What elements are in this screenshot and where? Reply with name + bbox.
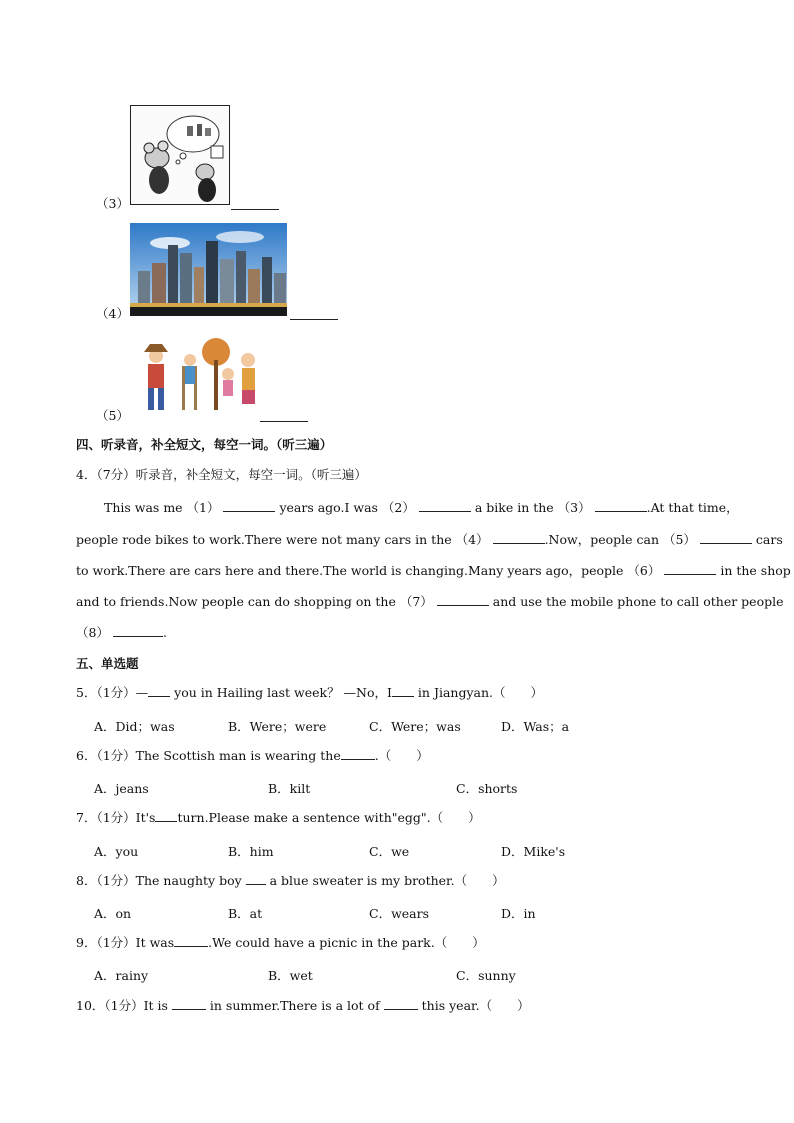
answer-blank[interactable] bbox=[392, 685, 414, 697]
question-6-stem: 6．（1分）The Scottish man is wearing the .（ ） bbox=[76, 748, 429, 763]
picture-number: （5） bbox=[96, 408, 129, 423]
option-b[interactable]: B．him bbox=[228, 844, 274, 859]
question-8-stem: 8．（1分）The naughty boy a blue sweater is my brother.（ ） bbox=[76, 873, 505, 888]
option-a[interactable]: A．jeans bbox=[94, 781, 149, 796]
option-a[interactable]: A．rainy bbox=[94, 968, 149, 983]
passage-line: （8） . bbox=[76, 625, 167, 640]
answer-blank[interactable] bbox=[700, 532, 752, 544]
answer-blank[interactable] bbox=[437, 594, 489, 606]
question-4-stem: 4．（7分）听录音，补全短文，每空一词。（听三遍） bbox=[76, 467, 367, 482]
answer-blank[interactable] bbox=[419, 500, 471, 512]
picture-number: （3） bbox=[96, 196, 129, 211]
option-c[interactable]: C．we bbox=[369, 844, 410, 859]
picture-apple-picking bbox=[130, 334, 260, 416]
answer-blank[interactable] bbox=[148, 685, 170, 697]
picture-city-skyline bbox=[130, 223, 287, 316]
answer-blank[interactable] bbox=[384, 998, 418, 1010]
answer-blank[interactable] bbox=[664, 563, 716, 575]
answer-blank[interactable] bbox=[493, 532, 545, 544]
answer-blank[interactable] bbox=[223, 500, 275, 512]
question-9-stem: 9．（1分）It was .We could have a picnic in the park.（ ） bbox=[76, 935, 485, 950]
question-7-stem: 7．（1分）It's turn.Please make a sentence with"egg".（ ） bbox=[76, 810, 481, 825]
picture-mice-cartoon bbox=[130, 105, 230, 205]
question-5-stem: 5．（1分）— you in Hailing last week？ —No，I in Jiangyan.（ ） bbox=[76, 685, 543, 700]
picture-number: （4） bbox=[96, 306, 129, 321]
option-c[interactable]: C．Were；was bbox=[369, 719, 461, 734]
option-b[interactable]: B．at bbox=[228, 906, 263, 921]
passage-line: This was me （1） years ago.I was （2） a bike in the （3） .At that time， bbox=[104, 500, 739, 515]
passage-line: to work.There are cars here and there.The world is changing.Many years ago，people （6） in the shop bbox=[76, 563, 791, 578]
option-a[interactable]: A．Did；was bbox=[94, 719, 175, 734]
section-5-heading: 五、单选题 bbox=[76, 656, 139, 671]
option-c[interactable]: C．sunny bbox=[456, 968, 516, 983]
option-b[interactable]: B．wet bbox=[268, 968, 313, 983]
answer-blank[interactable] bbox=[595, 500, 647, 512]
option-c[interactable]: C．shorts bbox=[456, 781, 518, 796]
picture-5-label bbox=[96, 408, 129, 424]
answer-blank[interactable] bbox=[113, 625, 163, 637]
option-b[interactable]: B．Were；were bbox=[228, 719, 327, 734]
option-a[interactable]: A．on bbox=[94, 906, 132, 921]
answer-blank[interactable] bbox=[174, 935, 208, 947]
answer-blank[interactable] bbox=[155, 810, 177, 822]
section-4-heading: 四、听录音，补全短文，每空一词。（听三遍） bbox=[76, 437, 333, 452]
answer-blank[interactable] bbox=[290, 308, 338, 320]
option-d[interactable]: D．Mike's bbox=[501, 844, 566, 859]
answer-blank[interactable] bbox=[231, 198, 279, 210]
answer-blank[interactable] bbox=[246, 873, 266, 885]
option-d[interactable]: D．in bbox=[501, 906, 536, 921]
passage-line: and to friends.Now people can do shopping on the （7） and use the mobile phone to call other people bbox=[76, 594, 784, 609]
option-c[interactable]: C．wears bbox=[369, 906, 430, 921]
option-b[interactable]: B．kilt bbox=[268, 781, 311, 796]
picture-4-label bbox=[96, 306, 129, 322]
answer-blank[interactable] bbox=[172, 998, 206, 1010]
passage-line: people rode bikes to work.There were not many cars in the （4） .Now，people can （5） cars bbox=[76, 532, 783, 547]
option-a[interactable]: A．you bbox=[94, 844, 139, 859]
option-d[interactable]: D．Was；a bbox=[501, 719, 570, 734]
question-10-stem: 10．（1分）It is in summer.There is a lot of this year.（ ） bbox=[76, 998, 530, 1013]
answer-blank[interactable] bbox=[260, 410, 308, 422]
picture-3-label bbox=[96, 196, 129, 212]
answer-blank[interactable] bbox=[341, 748, 375, 760]
